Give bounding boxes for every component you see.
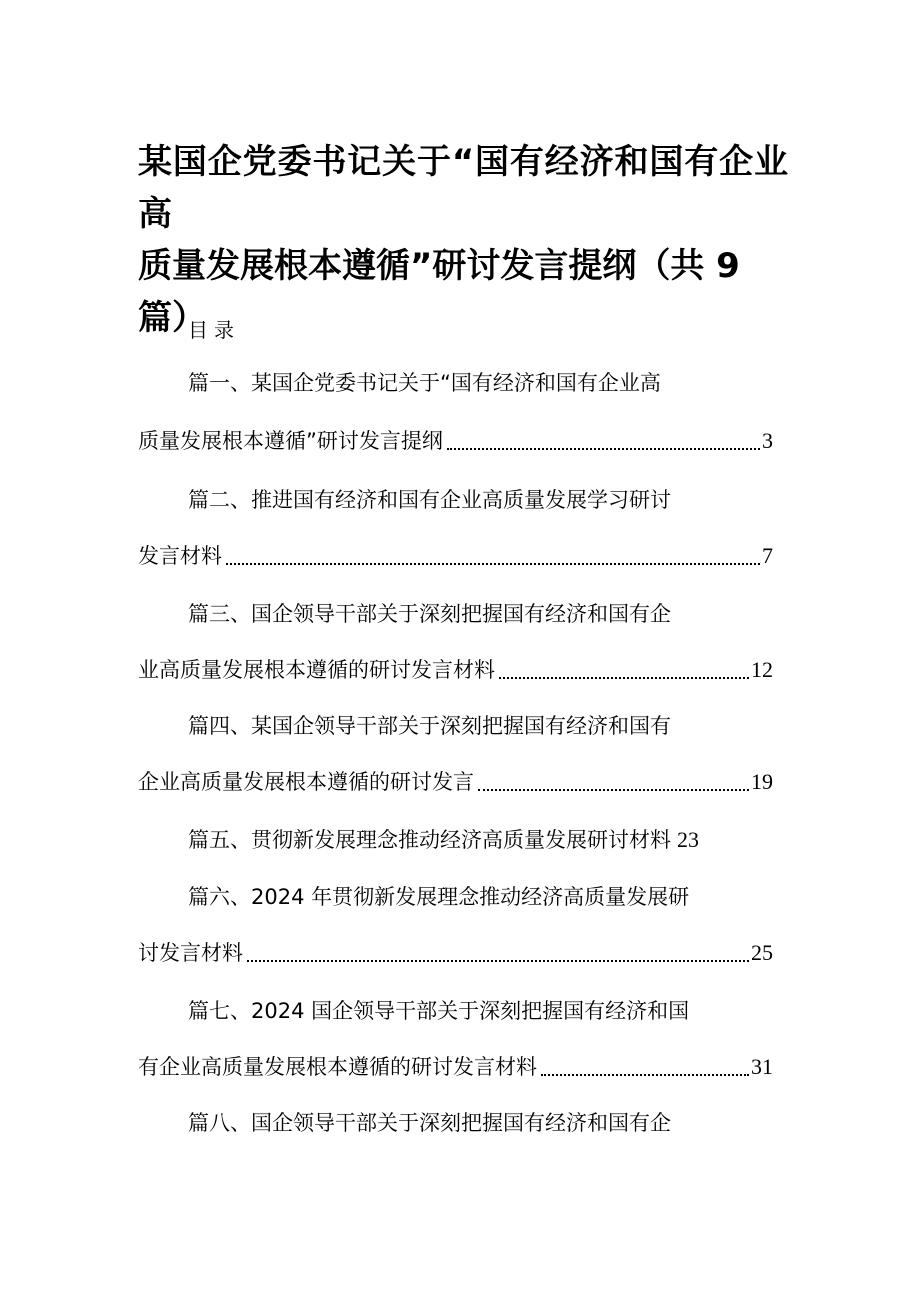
toc-entry-7-page: 31 (751, 1054, 773, 1079)
toc-entry-6-page: 25 (751, 940, 773, 965)
toc-entry-7-line-2[interactable] (138, 1051, 773, 1083)
toc-entry-6-text: 讨发言材料 (138, 941, 243, 965)
toc-leader-dots (499, 677, 749, 679)
toc-entry-1-text: 质量发展根本遵循”研讨发言提纲 (138, 429, 443, 453)
toc-leader-dots (541, 1074, 749, 1076)
toc-leader-dots (447, 448, 760, 450)
toc-entry-5[interactable] (188, 824, 788, 856)
toc-leader-dots (478, 789, 749, 791)
toc-heading: 目录 (188, 318, 240, 342)
toc-entry-3-page: 12 (751, 657, 773, 682)
document-title (138, 136, 788, 344)
toc-entry-3-line-2[interactable] (138, 654, 773, 686)
toc-entry-5-text: 篇五、贯彻新发展理念推动经济高质量发展研讨材料 (188, 828, 671, 852)
toc-entry-2-page: 7 (762, 543, 773, 568)
toc-entry-3-text: 业高质量发展根本遵循的研讨发言材料 (138, 658, 495, 682)
toc-entry-1-page: 3 (762, 428, 773, 453)
toc-entry-2-text: 发言材料 (138, 544, 222, 568)
toc-entry-8-line-1[interactable]: 篇八、国企领导干部关于深刻把握国有经济和国有企 (188, 1111, 671, 1135)
toc-entry-1-line-1[interactable]: 篇一、某国企党委书记关于“国有经济和国有企业高 (188, 371, 661, 395)
toc-entry-6-line-1[interactable]: 篇六、2024 年贯彻新发展理念推动经济高质量发展研 (188, 885, 690, 909)
toc-entry-7-text: 有企业高质量发展根本遵循的研讨发言材料 (138, 1055, 537, 1079)
toc-entry-1-line-2[interactable] (138, 425, 773, 457)
toc-entry-4-line-2[interactable] (138, 766, 773, 798)
toc-entry-7-line-1[interactable]: 篇七、2024 国企领导干部关于深刻把握国有经济和国 (188, 999, 690, 1023)
toc-entry-6-line-2[interactable] (138, 937, 773, 969)
title-line-3: 篇） (138, 298, 206, 338)
toc-entry-3-line-1[interactable]: 篇三、国企领导干部关于深刻把握国有经济和国有企 (188, 602, 671, 626)
title-line-2: 质量发展根本遵循”研讨发言提纲（共 9 (138, 246, 740, 286)
toc-entry-2-line-1[interactable]: 篇二、推进国有经济和国有企业高质量发展学习研讨 (188, 488, 671, 512)
toc-entry-5-page: 23 (677, 827, 699, 852)
toc-entry-4-page: 19 (751, 769, 773, 794)
toc-entry-4-line-1[interactable]: 篇四、某国企领导干部关于深刻把握国有经济和国有 (188, 714, 671, 738)
title-line-1: 某国企党委书记关于“国有经济和国有企业高 (138, 142, 788, 234)
toc-entry-4-text: 企业高质量发展根本遵循的研讨发言 (138, 770, 474, 794)
toc-leader-dots (226, 563, 760, 565)
toc-leader-dots (247, 960, 749, 962)
toc-entry-2-line-2[interactable] (138, 540, 773, 572)
